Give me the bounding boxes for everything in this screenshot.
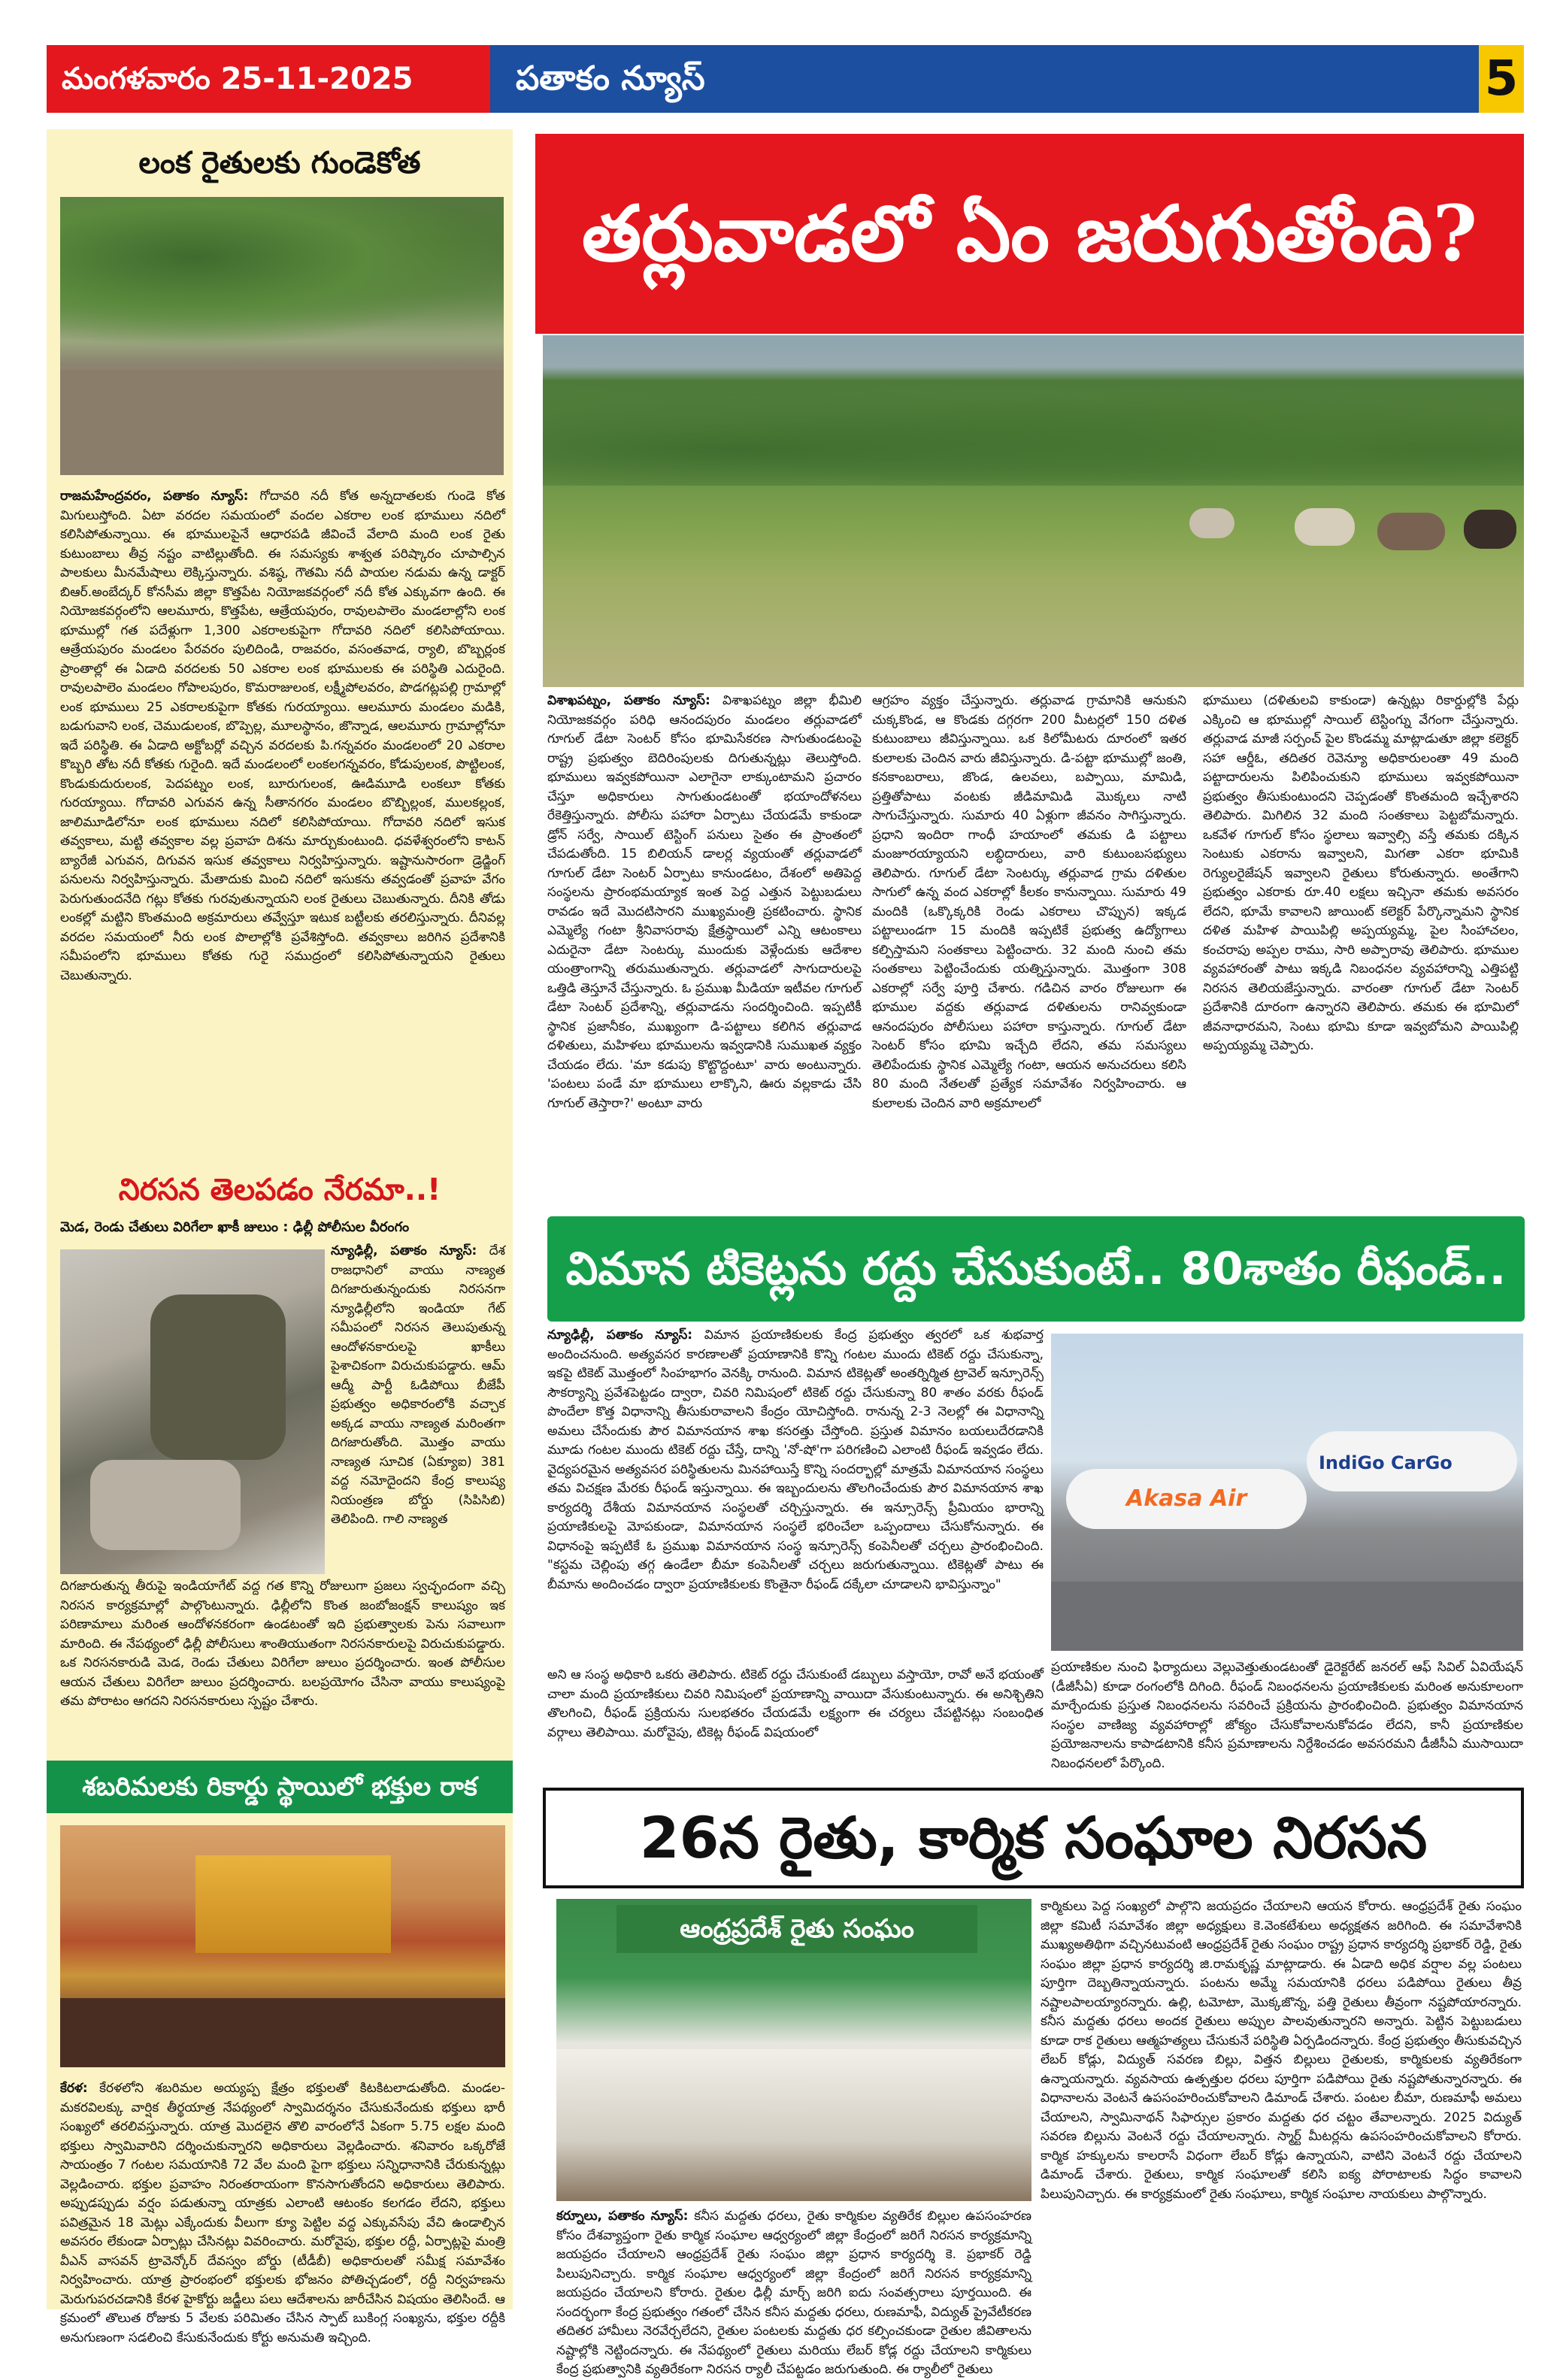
masthead-paper-name: పతాకం న్యూస్ <box>490 45 1479 113</box>
tarluvada-col3: భూములు (దళితులవి కాకుండా) ఉన్నట్లు రికార్డుల్లోకి పేర్లు ఎక్కించి ఆ భూముల్లో సాయిల్ టెస్టింగ్ను వేగంగా చేస్తున్నారు. తర్లువాడ మాజీ సర్పంచ్ పైల కొండమ్మ మాట్లాడుతూ జిల్లా కలెక్టర్ సహా ఆర్డీఓ, తదితర రెవెన్యూ అధికారులంతా 49 మంది పట్టాదారులను పిలిపించుకుని భూములు ఇవ్వకపోయినా ప్రభుత్వం తీసుకుంటుందని చెప్పడంతో కొంతమంది ఇచ్చేశారని తెలిపారు. మిగిలిన 32 మంది సంతకాలు పెట్టబోమన్నారు. ఒకవేళ గూగుల్ కోసం స్థలాలు ఇవ్వాల్సి వస్తే తమకు దక్కిన సెంటుకు ఎకరాను ఇవ్వాలని, మిగతా ఎకరా భూమికి రెగ్యులరైజేషన్ ఇవ్వాలని రైతులు కోరుతున్నారు. అంతేగాని ప్రభుత్వం ఎకరాకు రూ.40 లక్షలు ఇచ్చినా తమకు అవసరం లేదని, భూమే కావాలని జాయింట్ కలెక్టర్ పేర్కొన్నామని స్థానిక దళిత మహిళ పాయిపిల్లి అప్పయ్యమ్మ, పైల సింహాచలం, కంచరాపు అప్పల రాము, సారి అప్పారావు తెలిపారు. భూముల వ్యవహారంతో పాటు ఇక్కడి నిబంధనల వ్యవహారాన్ని ఎత్తిపట్టి నిరసన తెలియజేస్తున్నారు. వారంతా గూగుల్ డేటా సెంటర్ ప్రదేశానికి దూరంగా ఉన్నారని తెలిపారు. తమకు ఈ భూమిలో జీవనాధారమని, సెంటు భూమి కూడా ఇవ్వబోమని పాయిపిల్లి అప్పయ్యమ్మ చెప్పారు. <box>1203 693 1519 1053</box>
farmers-body-right: కార్మికులు పెద్ద సంఖ్యలో పాల్గొని జయప్రదం చేయాలని ఆయన కోరారు. ఆంధ్రప్రదేశ్ రైతు సంఘం జిల్లా కమిటీ సమావేశం జిల్లా అధ్యక్షులు కె.వెంకటేశులు అధ్యక్షతన జరిగింది. ఈ సమావేశానికి ముఖ్యఅతిథిగా వచ్చినటువంటి ఆంధ్రప్రదేశ్ రైతు సంఘం రాష్ట్ర ప్రధాన కార్యదర్శి ప్రభాకర్ రెడ్డి, రైతు సంఘం జిల్లా ప్రధాన కార్యదర్శి జి.రామకృష్ణ మాట్లాడారు. ఈ ఏడాది అధిక వర్షాల వల్ల పంటలు పూర్తిగా దెబ్బతిన్నాయన్నారు. పంటను అమ్మే సమయానికి ధరలు పడిపోయి రైతులు తీవ్ర నష్టాలపాలయ్యారన్నారు. ఉల్లి, టమోటా, మొక్కజొన్న, పత్తి రైతులు తీవ్రంగా నష్టపోయారన్నారు. కనీస మద్దతు ధరలు అందక రైతులు అప్పుల పాలవుతున్నారని అన్నారు. పెట్టిన పెట్టుబడులు కూడా రాక రైతులు ఆత్మహత్యలు చేసుకునే పరిస్థితి ఏర్పడిందన్నారు. కేంద్ర ప్రభుత్వం తీసుకువచ్చిన లేబర్ కోడ్లు, విద్యుత్ సవరణ బిల్లు, విత్తన బిల్లులు రైతులకు, కార్మికులకు వ్యతిరేకంగా ఉన్నాయన్నారు. వ్యవసాయ ఉత్పత్తుల ధరలు పూర్తిగా పడిపోయి రైతు నష్టపోతున్నారన్నారు. ఈ విధానాలను వెంటనే ఉపసంహరించుకోవాలని డిమాండ్ చేశారు. పంటల బీమా, రుణమాఫీ అమలు చేయాలని, స్వామినాథన్ సిఫార్సుల ప్రకారం మద్దతు ధర చట్టం తేవాలన్నారు. 2025 విద్యుత్ సవరణ బిల్లును వెంటనే రద్దు చేయాలన్నారు. స్మార్ట్ మీటర్లను ఉపసంహరించుకోవాలని కోరారు. కార్మిక హక్కులను కాలరాసే విధంగా లేబర్ కోడ్లు ఉన్నాయని, వాటిని వెంటనే రద్దు చేయాలని డిమాండ్ చేశారు. రైతులు, కార్మిక సంఘాలతో కలిసి ఐక్య పోరాటాలకు సిద్ధం కావాలని పిలుపునిచ్చారు. ఈ కార్యక్రమంలో రైతు సంఘాలు, కార్మిక సంఘాల నాయకులు పాల్గొన్నారు. <box>1041 1899 1522 2202</box>
flight-body-narrow-text: విమాన ప్రయాణికులకు కేంద్ర ప్రభుత్వం త్వరలో ఒక శుభవార్త అందించనుంది. అత్యవసర కారణాలతో ప్రయాణానికి కొన్ని గంటల ముందు టికెట్ రద్దు చేసుకున్నా, ఇకపై టికెట్ మొత్తంలో సింహభాగం వెనక్కి రానుంది. విమాన టికెట్లతో అంతర్నిర్మిత ట్రావెల్ ఇన్సూరెన్స్ సౌకర్యాన్ని ప్రవేశపెట్టడం ద్వారా, చివరి నిమిషంలో టికెట్ రద్దు చేసుకున్నా 80 శాతం వరకు రీఫండ్ పొందేలా కొత్త విధానాన్ని తీసుకురావాలని కేంద్రం యోచిస్తోంది. రానున్న 2-3 నెలల్లో ఈ విధానాన్ని అమలు చేసేందుకు పౌర విమానయాన శాఖ కసరత్తు చేస్తోంది. ప్రస్తుత విమానం బయలుదేరడానికి మూడు గంటల ముందు టికెట్ రద్దు చేస్తే, దాన్ని 'నో-షో'గా పరిగణించి ఎలాంటి రీఫండ్ ఇవ్వడం లేదు. వైద్యపరమైన అత్యవసర పరిస్థితులను మినహాయిస్తే కొన్ని సందర్భాల్లో మాత్రమే విమానయాన సంస్థలు తమ విచక్షణ మేరకు రీఫండ్ ఇస్తున్నాయి. ఈ ఇబ్బందులను తొలగించేందుకు పౌర విమానయాన శాఖ కార్యదర్శి దేశీయ విమానయాన సంస్థలతో చర్చిస్తున్నారు. ఈ ఇన్సూరెన్స్ ప్రీమియం భారాన్ని ప్రయాణికులపై మోపకుండా, విమానయాన సంస్థలే భరించేలా ఒప్పందాలు చేసుకోనున్నారు. ఈ విధానంపై ఇప్పటికే ఓ ప్రముఖ విమానయాన సంస్థ ఇన్సూరెన్స్ కంపెనీలతో చర్చలు ప్రారంభించింది. "కస్టమ చెల్లింపు తగ్గ ఉండేలా బీమా కంపెనీలతో చర్చలు జరుగుతున్నాయి. టికెట్లతో పాటు ఈ బీమాను అందించడం ద్వారా ప్రయాణికులకు కొంతైనా రీఫండ్ దక్కేలా చూడాలని భావిస్తున్నాం" <box>547 1328 1044 1592</box>
tarluvada-byline: విశాఖపట్నం, పతాకం న్యూస్: <box>547 693 710 708</box>
river-water <box>60 370 504 475</box>
tarluvada-land-photo <box>543 335 1524 687</box>
police-figure <box>150 1294 286 1460</box>
palm-trees <box>60 197 504 347</box>
flight-headline: విమాన టికెట్లను రద్దు చేసుకుంటే.. 80శాతం రీఫండ్.. <box>547 1216 1525 1322</box>
airport-planes-photo <box>1051 1334 1523 1651</box>
protest-byline: న్యూఢిల్లీ, పతాకం న్యూస్: <box>331 1243 477 1258</box>
protest-headline: నిరసన తెలపడం నేరమా..! <box>118 1173 441 1207</box>
akasa-plane <box>1066 1469 1307 1529</box>
protest-body-wide: దిగజారుతున్న తీరుపై ఇండియాగేట్ వద్ద గత కొన్ని రోజులుగా ప్రజలు స్వచ్ఛందంగా వచ్చి నిరసన కార్యక్రమాల్లో పాల్గొంటున్నారు. ఢిల్లీలోని కొంత జంబోజంక్షన్ కాలుష్యం ఇక పరిణామాలు మరింత ఆందోళనకరంగా ఉండటంతో ఇది ప్రభుత్వాలకు పెను సవాలుగా మారింది. ఈ నేపథ్యంలో ఢిల్లీ పోలీసులు శాంతియుతంగా నిరసనకారులపై విరుచుకుపడ్డారు. ఒక నిరసనకారుడి మెడ, రెండు చేతులు విరిగేలా జులుం ప్రదర్శించారు. ఇంత పోలీసుల ఆయన చేతులు విరిగేలా జులుం ప్రదర్శించారు. బలప్రయోగం చేసినా వాయు కాలుష్యంపై తమ పోరాటం ఆగదని నిరసనకారులు స్పష్టం చేశారు. <box>60 1579 505 1709</box>
sabarimala-headline: శబరిమలకు రికార్డు స్థాయిలో భక్తుల రాక <box>47 1761 513 1813</box>
meeting-participants <box>556 2049 1031 2201</box>
indigo-logo: IndiGo CarGo <box>1319 1452 1453 1473</box>
flight-body-narrow <box>547 1326 1044 1663</box>
masthead-date: మంగళవారం 25-11-2025 <box>47 45 490 113</box>
golden-temple-roof <box>195 1855 391 1953</box>
lanka-headline: లంక రైతులకు గుండెకోత <box>138 145 421 180</box>
goat-4 <box>1464 510 1516 549</box>
lanka-body-text: గోదావరి నదీ కోత అన్నదాతలకు గుండె కోత మిగులుస్తోంది. ఏటా వరదల సమయంలో వందల ఎకరాల లంక భూములు నదిలో కలిసిపోతున్నాయి. ఈ భూములపైనే ఆధారపడి జీవించే వేలాది మంది లంక రైతు కుటుంబాలు తీవ్ర నష్టం వాటిల్లుతోంది. ఈ సమస్యకు శాశ్వత పరిష్కారం చూపాల్సిన పాలకులు మీనమేషాలు లెక్కిస్తున్నారు. వశిష్ఠ, గౌతమి నదీ పాయల నడుమ ఉన్న డాక్టర్ బిఆర్.అంబేద్కర్ కోనసీమ జిల్లా కొత్తపేట నియోజకవర్గంలో నదీ కోత ఎక్కువగా ఉంది. ఈ నియోజకవర్గంలోని ఆలమూరు, కొత్తపేట, ఆత్రేయపురం, రావులపాలెం మండలాల్లోని లంక భూముల్లో గత పదేళ్లుగా 1,300 ఎకరాలకుపైగా గోదావరి నదిలో కలిసిపోయాయి. ఆత్రేయపురం మండలం పేరవరం పులిదిండి, రాజవరం, వసంతవాడ, ర్యాలి, బొబ్బర్లంక ప్రాంతాల్లో ఈ ఏడాది వరదలకు 50 ఎకరాల లంక భూములకు ఈ పరిస్థితి ఎదురైంది. రావులపాలెం మండలం గోపాలపురం, కొమరాజులంక, లక్ష్మీపోలవరం, పొడగట్లపల్లి గ్రామాల్లో లంక భూములు 25 ఎకరాలకుపైగా కోతకు గురయ్యాయి. ఆలమూరు మండలం మడికి, బడుగువాని లంక, చెముడులంక, బొప్పెల్ల, మూలస్థానం, జొన్నాడ, ఆలమూరు గ్రామాల్లోనూ ఇదే పరిస్థితి. ఈ ఏడాది అక్టోబర్లో వచ్చిన వరదలకు పి.గన్నవరం మండలంలో 20 ఎకరాల కొబ్బరి తోట నదీ కోతకు గురైంది. ఇదే మండలంలో లంకలగన్నవరం, కోడుపులంక, పొట్టిలంక, కొండుకుదురులంక, పెదపట్నం లంక, బూరుగులంక, ఊడిమూడి లంకలూ కోతకు గురయ్యాయి. గోదావరి ఎగువన ఉన్న సీతానగరం మండలం బొబ్బిల్లంక, ములకల్లంక, జాలిమూడిలోనూ లంక భూములు నదిలో కలిసిపోయాయి. గోదావరి నదిలో ఇసుక తవ్వకాలు, మట్టి తవ్వకాల వల్ల ప్రవాహ దిశను మార్చుకుంటుంది. ధవళేశ్వరంలోని కాటన్ బ్యారేజీ ఎగువన, దిగువన ఇసుక తవ్వకాలు నిర్వహిస్తున్నారు. ఇష్టానుసారంగా డ్రెడ్జింగ్ పనులను నిర్వహిస్తున్నారు. మేతాదుకు మించి నదిలో ఇసుకను తవ్వడంతో ప్రవాహ వేగం పెరుగుతుందనేది గట్లు కోతకు గురవుతున్నాయని లంక రైతులు చెబుతున్నారు. దీనికి తోడు లంకల్లో మట్టిని కొంతమంది అక్రమారులు తవ్వేస్తూ ఇటుక బట్టీలకు తరలిస్తున్నారు. దీనివల్ల వరదల సమయంలో నీరు లంక పొలాల్లోకి ప్రవేశిస్తోంది. తవ్వకాలు జరిగిన ప్రదేశానికి సమీపంలోని భూములు కోతకు గురై సముద్రంలో కలిసిపోతున్నాయని రైతులు చెబుతున్నారు. <box>60 489 505 983</box>
sabarimala-body <box>60 2079 505 2345</box>
flight-body-wide: అని ఆ సంస్థ అధికారి ఒకరు తెలిపారు. టికెట్ రద్దు చేసుకుంటే డబ్బులు వస్తాయో, రావో అనే భయంతో చాలా మంది ప్రయాణికులు చివరి నిమిషంలో ప్రయాణాన్ని వాయిదా వేసుకుంటున్నారు. ఈ అనిశ్చితిని తొలగించి, రీఫండ్ ప్రక్రియను సులభతరం చేయడమే లక్ష్యంగా ఈ చర్యలు చేపట్టినట్లు సంబంధిత వర్గాలు తెలిపాయి. మరోవైపు, టికెట్ల రీఫండ్ విషయంలో <box>547 1667 1044 1740</box>
farmers-byline: కర్నూలు, పతాకం న్యూస్: <box>556 2209 689 2224</box>
farmers-body-left <box>556 2207 1031 2377</box>
goat-3 <box>1377 513 1445 550</box>
sabarimala-byline: కేరళ: <box>60 2081 88 2096</box>
tarluvada-headline: తర్లువాడలో ఏం జరుగుతోంది? <box>535 134 1524 334</box>
farmers-headline: 26న రైతు, కార్మిక సంఘాల నిరసన <box>543 1788 1524 1888</box>
protest-body-narrow <box>331 1242 505 1574</box>
hill-trees <box>543 365 1524 486</box>
farmers-body-left-text: కనీస మద్దతు ధరలు, రైతు కార్మికుల వ్యతిరేక బిల్లుల ఉపసంహరణ కోసం దేశవ్యాప్తంగా రైతు కార్మిక సంఘాల ఆధ్వర్యంలో జిల్లా కేంద్రంలో జరిగే నిరసన కార్యక్రమాన్ని జయప్రదం చేయాలని ఆంధ్రప్రదేశ్ రైతు సంఘం జిల్లా ప్రధాన కార్యదర్శి కె. ప్రభాకర్ రెడ్డి పిలుపునిచ్చారు. కార్మిక సంఘాల ఆధ్వర్యంలో జిల్లా కేంద్రంలో జరిగే నిరసన కార్యక్రమాన్ని జయప్రదం చేయాలని కోరారు. రైతుల ఢిల్లీ మార్చ్ జరిగి ఐదు సంవత్సరాలు పూర్తయింది. ఈ సందర్భంగా కేంద్ర ప్రభుత్వం గతంలో చేసిన కనీస మద్దతు ధరలు, రుణమాఫీ, విద్యుత్ ప్రైవేటీకరణ తదితర హామీలు నెరవేర్చలేదని, రైతుల పంటలకు మద్దతు ధర కల్పించకుండా రైతుల జీవితాలను నష్టాల్లోకి నెట్టిందన్నారు. ఈ నేపథ్యంలో రైతులు మరియు లేబర్ కోడ్ల రద్దు చేయాలని కార్మికులు కేంద్ర ప్రభుత్వానికి వ్యతిరేకంగా నిరసన ర్యాలీ చేపట్టడం జరుగుతుంది. ఈ ర్యాలీలో రైతులు <box>556 2209 1031 2377</box>
river-erosion-photo <box>60 197 504 475</box>
tarmac <box>1051 1582 1523 1651</box>
goat-2 <box>1295 508 1355 546</box>
devotee-crowd <box>60 1998 505 2067</box>
protest-subhead: మెడ, రెండు చేతులు విరిగేలా ఖాకీ జులుం : ఢిల్లీ పోలీసుల వీరంగం <box>60 1219 410 1235</box>
tarluvada-col1-text: విశాఖపట్నం జిల్లా భీమిలి నియోజకవర్గం పరిధి ఆనందపురం మండలం తర్లువాడలో గూగుల్ డేటా సెంటర్ కోసం భూమిసేకరణ సాగుతుండటంపై రాష్ట్ర ప్రభుత్వం బెదిరింపులకు దిగుతున్నట్లు తెలుస్తోంది. భూములు ఇవ్వకపోయినా ఎలాగైనా లాక్కుంటామని ప్రచారం చేస్తూ అధికారులు సాగుతుండటంతో భయాందోళనలు రేకెత్తిస్తున్నారు. పోలీసు పహారా ఏర్పాటు చేయడమే కాకుండా డ్రోన్ సర్వే, సాయిల్ టెస్టింగ్ పనులు సైతం ఈ ప్రాంతంలో చేపడుతోంది. 15 బిలియన్ డాలర్ల వ్యయంతో తర్లువాడలో గూగుల్ డేటా సెంటర్ ఏర్పాటు కానుండటం, దేశంలో అతిపెద్ద సంస్థలను ప్రారంభమయ్యాక ఇంత పెద్ద ఎత్తున పెట్టుబడులు రావడం ఇదే మొదటిసారని ముఖ్యమంత్రి ప్రకటించారు. స్థానిక ఎమ్మెల్యే గంటా శ్రీనివాసరావు క్షేత్రస్థాయిలో ఎన్ని ఆటంకాలు ఎదురైనా డేటా సెంటర్కు ముందుకు వెళ్లేందుకు ఆదేశాల యంత్రాంగాన్ని తరుముతున్నారు. తర్లువాడలో సాగుదారులపై ఒత్తిడి తెస్తూనే చేస్తున్నారు. ఓ ప్రముఖ మీడియా ఇటీవల గూగుల్ డేటా సెంటర్ ప్రదేశాన్ని, తర్లువాడను సందర్శించింది. ఇప్పటికీ స్థానిక ప్రజానీకం, ముఖ్యంగా డి-పట్టాలు కలిగిన తర్లువాడ దళితులు, మహిళలు భూములను ఇవ్వడానికి సుముఖత వ్యక్తం చేయడం లేదు. 'మా కడుపు కొట్టొద్దంటూ' వారు అంటున్నారు. 'పంటలు పండే మా భూములు లాక్కొని, ఊరు వల్లకాడు చేసి గూగుల్ తెస్తారా?' అంటూ వారు <box>547 693 862 1111</box>
rythu-sangham-banner: ఆంధ్రప్రదేశ్ రైతు సంఘం <box>616 1905 977 1953</box>
police-protest-photo <box>60 1249 325 1574</box>
sabarimala-body-text: కేరళలోని శబరిమల అయ్యప్ప క్షేత్రం భక్తులతో కిటకిటలాడుతోంది. మండల-మకరవిలక్కు వార్షిక తీర్థయాత్ర నేపథ్యంలో స్వామిదర్శనం చేసుకునేందుకు భక్తులు భారీ సంఖ్యలో తరలివస్తున్నారు. యాత్ర మొదలైన తొలి వారంలోనే ఏకంగా 5.75 లక్షల మంది భక్తులు స్వామివారిని దర్శించుకున్నారని అధికారులు వెల్లడించారు. శనివారం ఒక్కరోజే సాయంత్రం 7 గంటల సమయానికి 72 వేల మంది పైగా భక్తులు సన్నిధానానికి చేరుకున్నట్లు వెల్లడించారు. భక్తుల ప్రవాహం నిరంతరాయంగా కొనసాగుతోందని అధికారులు తెలిపారు. అప్పుడప్పుడు వర్షం పడుతున్నా యాత్రకు ఎలాంటి ఆటంకం కలగడం లేదని, భక్తులు పవిత్రమైన 18 మెట్లు ఎక్కేందుకు వీలుగా క్యూ పెట్టిల వద్ద ఎక్కువసేపు వేచి ఉండాల్సిన అవసరం లేకుండా ఏర్పాట్లు చేసినట్లు వివరించారు. మరోవైపు, భక్తుల రద్దీ, ఏర్పాట్లపై మంత్రి వీఎన్ వాసవన్ ట్రావెన్కోర్ దేవస్వం బోర్డు (టీడీబీ) అధికారులతో సమీక్ష సమావేశం నిర్వహించారు. యాత్ర ప్రారంభంలో భక్తులకు భోజనం పోతిచ్చడంలో, రద్దీ నిర్వహణను మెరుగుపరచడానికి కేరళ హైకోర్టు జడ్జీలు పలు ఆదేశాలను జారీచేసిన విషయం తెలిసిందే. ఆ క్రమంలో తొలుత రోజుకు 5 వేలకు పరిమితం చేసిన స్పాట్ బుకింగ్ల సంఖ్యను, భక్తుల రద్దీకి అనుగుణంగా సడలించి కేసుకునేందుకు కోర్టు అనుమతి ఇచ్చింది. <box>60 2081 505 2345</box>
masthead-page-number: 5 <box>1479 45 1524 113</box>
lanka-byline: రాజమహేంద్రవరం, పతాకం న్యూస్: <box>60 489 249 504</box>
lanka-body <box>60 487 505 1162</box>
farmers-meeting-photo <box>556 1899 1031 2201</box>
sabarimala-temple-photo <box>60 1825 505 2067</box>
flight-body-right: ప్రయాణికుల నుంచి ఫిర్యాదులు వెల్లువెత్తుతుండటంతో డైరెక్టరేట్ జనరల్ ఆఫ్ సివిల్ ఏవియేషన్ (డీజీసీఏ) కూడా రంగంలోకి దిగింది. రీఫండ్ నిబంధనలను ప్రయాణికులకు మరింత అనుకూలంగా మార్చేందుకు ప్రస్తుత నిబంధనలను సవరించే ప్రక్రియను ప్రారంభించింది. ప్రభుత్వం విమానయాన సంస్థల వాణిజ్య వ్యవహారాల్లో జోక్యం చేసుకోవాలనుకోవడం లేదని, కానీ ప్రయాణికుల ప్రయోజనాలను కాపాడటానికి కనీస ప్రమాణాలను నిర్దేశించడం అవసరమని డీజీసీఏ ముసాయిదా నిబంధనలలో పేర్కొంది. <box>1051 1660 1523 1771</box>
protest-body-narrow-text: దేశ రాజధానిలో వాయు నాణ్యత దిగజారుతున్నందుకు నిరసనగా న్యూఢిల్లీలోని ఇండియా గేట్ సమీపంలో నిరసన తెలుపుతున్న ఆందోళనకారులపై ఖాకీలు పైశాచికంగా విరుచుకుపడ్డారు. ఆమ్ ఆద్మీ పార్టీ ఓడిపోయి బీజేపీ ప్రభుత్వం అధికారంలోకి వచ్చాక అక్కడ వాయు నాణ్యత మరింతగా దిగజారుతోంది. మొత్తం వాయు నాణ్యత సూచిక (ఏక్యూఐ) 381 వద్ద నమోదైందని కేంద్ర కాలుష్య నియంత్రణ బోర్డు (సిపిసిబి) తెలిపింది. గాలి నాణ్యత <box>331 1243 506 1527</box>
protester-figure <box>90 1460 241 1550</box>
tarluvada-col1 <box>547 692 862 1207</box>
akasa-logo: Akasa Air <box>1126 1485 1247 1512</box>
tarluvada-col2: ఆగ్రహం వ్యక్తం చేస్తున్నారు. తర్లువాడ గ్రామానికి ఆనుకుని చుక్కకొండ, ఆ కొండకు దగ్గరగా 200 మీటర్లలో 150 దళిత కుటుంబాలు జీవిస్తున్నాయి. ఒక కిలోమీటరు దూరంలో ఇతర కులాలకు చెందిన వారు జీవిస్తున్నారు. డి-పట్టా భూముల్లో జంతి, కనకాంబరాలు, జొండ, ఉలవలు, బప్పాయి, మామిడి, ప్రత్తితోపాటు వంటకు జీడిమామిడి మొక్కలు నాటి సాగుచేస్తున్నారు. సుమారు 40 ఏళ్లుగా జీవనం సాగిస్తున్నారు. ప్రధాని ఇందిరా గాంధీ హయాంలో తమకు డి పట్టాలు మంజూరయ్యాయని లబ్ధిదారులు, వారి కుటుంబసభ్యులు తెలిపారు. గూగుల్ డేటా సెంటర్కు తర్లువాడ గ్రామ దళితుల సాగులో ఉన్న వంద ఎకరాల్లో కీలకం కానున్నాయి. సుమారు 49 మందికి (ఒక్కొక్కరికి రెండు ఎకరాలు చొప్పున) ఇక్కడ పట్టాలుండగా 15 మందికి ఇప్పటికే ప్రభుత్వ ఉద్యోగాలు కల్పిస్తామని సంతకాలు పెట్టించారు. 32 మంది నుంచి తమ సంతకాలు పెట్టించేందుకు యత్నిస్తున్నారు. మొత్తంగా 308 ఎకరాల్లో సర్వే పూర్తి చేశారు. గడిచిన వారం రోజులుగా ఈ భూముల వద్దకు తర్లువాడ దళితులను రానివ్వకుండా ఆనందపురం పోలీసులు పహారా కాస్తున్నారు. గూగుల్ డేటా సెంటర్ కోసం భూమి ఇచ్చేది లేదని, తమ సమస్యలు తెలిపేందుకు స్థానిక ఎమ్మెల్యే గంటా, ఆయన అనుచరులు కలిసి 80 మంది నేతలతో ప్రత్యేక సమావేశం నిర్వహించారు. ఆ కులాలకు చెందిన వారి అక్రమాలలో <box>872 693 1186 1111</box>
flight-byline: న్యూఢిల్లీ, పతాకం న్యూస్: <box>547 1328 693 1343</box>
goat-1 <box>1189 508 1234 538</box>
indigo-plane <box>1307 1431 1517 1491</box>
